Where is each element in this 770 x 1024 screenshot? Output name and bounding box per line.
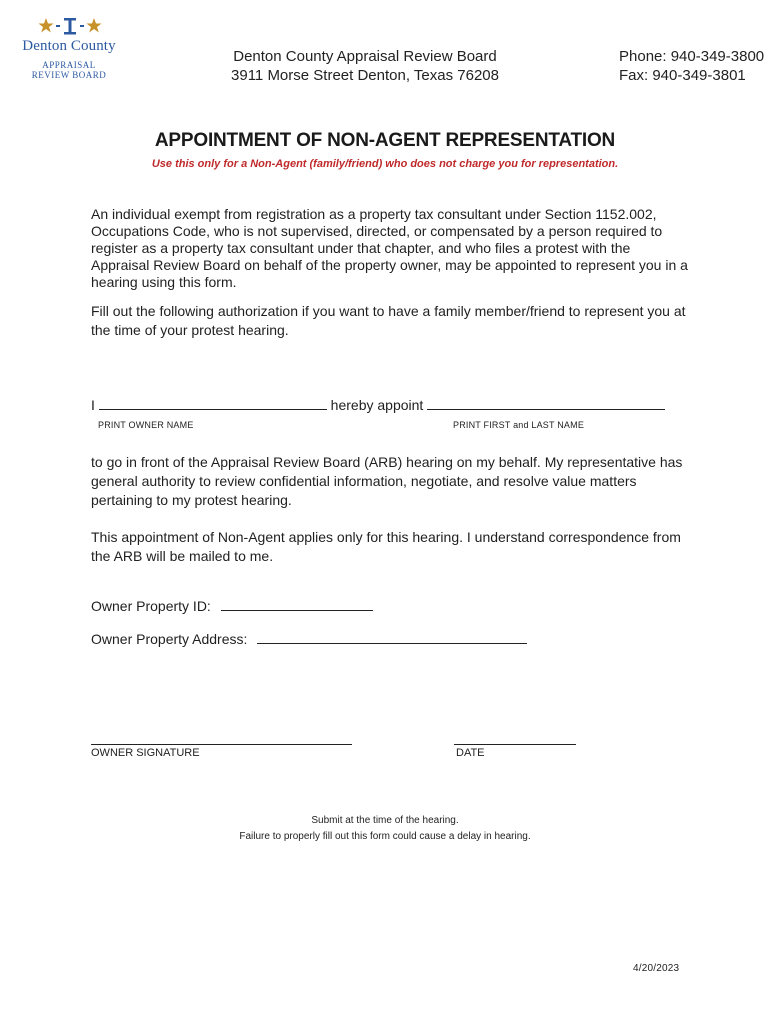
logo-subtitle <box>14 60 124 80</box>
form-subtitle: Use this only for a Non-Agent (family/friend) who does not charge you for representation. <box>151 158 619 170</box>
date-line[interactable] <box>454 744 576 745</box>
org-fax: Fax: 940-349-3801 <box>619 67 746 84</box>
representative-name-caption: PRINT FIRST and LAST NAME <box>453 420 585 430</box>
owner-signature-line[interactable] <box>91 744 352 745</box>
owner-name-caption: PRINT OWNER NAME <box>98 420 194 430</box>
property-address-label: Owner Property Address: <box>91 631 248 647</box>
property-id-row <box>91 598 373 614</box>
property-address-field[interactable] <box>257 631 527 644</box>
property-address-row <box>91 631 527 647</box>
revision-date: 4/20/2023 <box>633 963 680 974</box>
footer-delay-note: Failure to properly fill out this form could cause a delay in hearing. <box>239 831 531 842</box>
representative-name-field[interactable] <box>427 397 665 410</box>
authority-paragraph: to go in front of the Appraisal Review Board (ARB) hearing on my behalf. My representative has general authority to review confidential information, negotiate, and resolve value matters pertaining to my protest hearing. <box>91 454 683 508</box>
correspondence-paragraph: This appointment of Non-Agent applies only for this hearing. I understand correspondence from the ARB will be mailed to me. <box>91 529 681 564</box>
owner-signature-label: OWNER SIGNATURE <box>91 747 200 759</box>
logo-subtitle-line1: APPRAISAL <box>42 60 96 70</box>
form-title: APPOINTMENT OF NON-AGENT REPRESENTATION <box>154 130 616 151</box>
footer-submit-note: Submit at the time of the hearing. <box>311 815 459 826</box>
appoint-line <box>91 397 665 413</box>
owner-name-field[interactable] <box>99 397 327 410</box>
stars-pillar-icon <box>38 16 102 36</box>
property-id-field[interactable] <box>221 598 373 611</box>
date-label: DATE <box>456 747 485 759</box>
logo-name: Denton County <box>22 38 116 54</box>
org-phone: Phone: 940-349-3800 <box>619 48 765 65</box>
county-logo <box>12 16 124 86</box>
exemption-paragraph: An individual exempt from registration as a property tax consultant under Section 1152.002, Occupations Code, who is not supervised, directed, or compensated by a person required to register as a property tax consultant under that chapter, and who files a protest with the Appraisal Review Board on behalf of the property owner, may be appointed to represent you in a hearing using this form. <box>91 206 688 290</box>
property-id-label: Owner Property ID: <box>91 598 211 614</box>
appoint-middle: hereby appoint <box>330 397 424 413</box>
appoint-prefix: I <box>91 397 95 413</box>
instructions-paragraph: Fill out the following authorization if you want to have a family member/friend to represent you at the time of your protest hearing. <box>91 303 686 338</box>
org-name: Denton County Appraisal Review Board <box>233 48 497 65</box>
logo-subtitle-line2: REVIEW BOARD <box>31 70 107 80</box>
org-address: 3911 Morse Street Denton, Texas 76208 <box>231 67 499 84</box>
